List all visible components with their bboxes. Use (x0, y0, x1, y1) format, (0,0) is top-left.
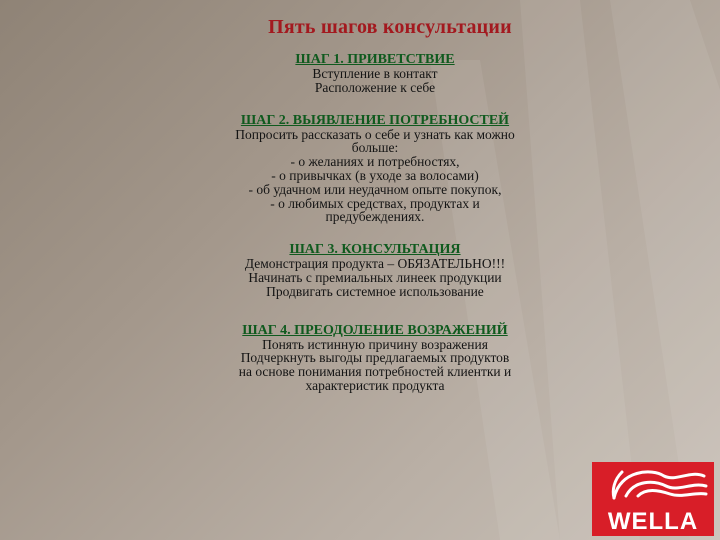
step-2-line: - об удачном или неудачном опыте покупок, (248, 181, 502, 197)
step-3-line: Демонстрация продукта – ОБЯЗАТЕЛЬНО!!! (244, 256, 506, 272)
step-1-line: Вступление в контакт (312, 66, 438, 81)
step-2 (205, 113, 545, 225)
step-2-line: - о любимых средствах, продуктах и (270, 195, 480, 211)
step-1-line: Расположение к себе (314, 79, 436, 95)
step-2-line: - о желаниях и потребностях, (290, 154, 460, 170)
step-4-line: Понять истинную причину возражения (262, 336, 488, 352)
step-2-heading: ШАГ 2. ВЫЯВЛЕНИЕ ПОТРЕБНОСТЕЙ (240, 112, 510, 128)
step-2-line: больше: (351, 140, 399, 156)
wella-logo (592, 462, 714, 536)
step-2-line: - о привычках (в уходе за волосами) (271, 167, 479, 183)
step-2-line: Попросить рассказать о себе и узнать как можно (235, 126, 515, 142)
step-4-heading: ШАГ 4. ПРЕОДОЛЕНИЕ ВОЗРАЖЕНИЙ (242, 322, 508, 338)
logo-wordmark: WELLA (607, 508, 699, 535)
step-2-line: предубеждениях. (325, 209, 425, 225)
step-1 (205, 52, 545, 95)
step-3-line: Продвигать системное использование (266, 283, 484, 299)
step-3 (205, 242, 545, 298)
steps-content (205, 40, 545, 396)
step-4-line: характеристик продукта (305, 377, 445, 393)
step-3-line: Начинать с премиальных линеек продукции (248, 269, 502, 285)
step-4 (205, 323, 545, 393)
step-3-heading: ШАГ 3. КОНСУЛЬТАЦИЯ (289, 242, 461, 258)
step-1-heading: ШАГ 1. ПРИВЕТСТВИЕ (295, 52, 455, 67)
step-4-line: Подчеркнуть выгоды предлагаемых продуктов (240, 350, 510, 366)
page-title: Пять шагов консультации (268, 16, 512, 38)
step-4-line: на основе понимания потребностей клиентки и (238, 364, 512, 380)
